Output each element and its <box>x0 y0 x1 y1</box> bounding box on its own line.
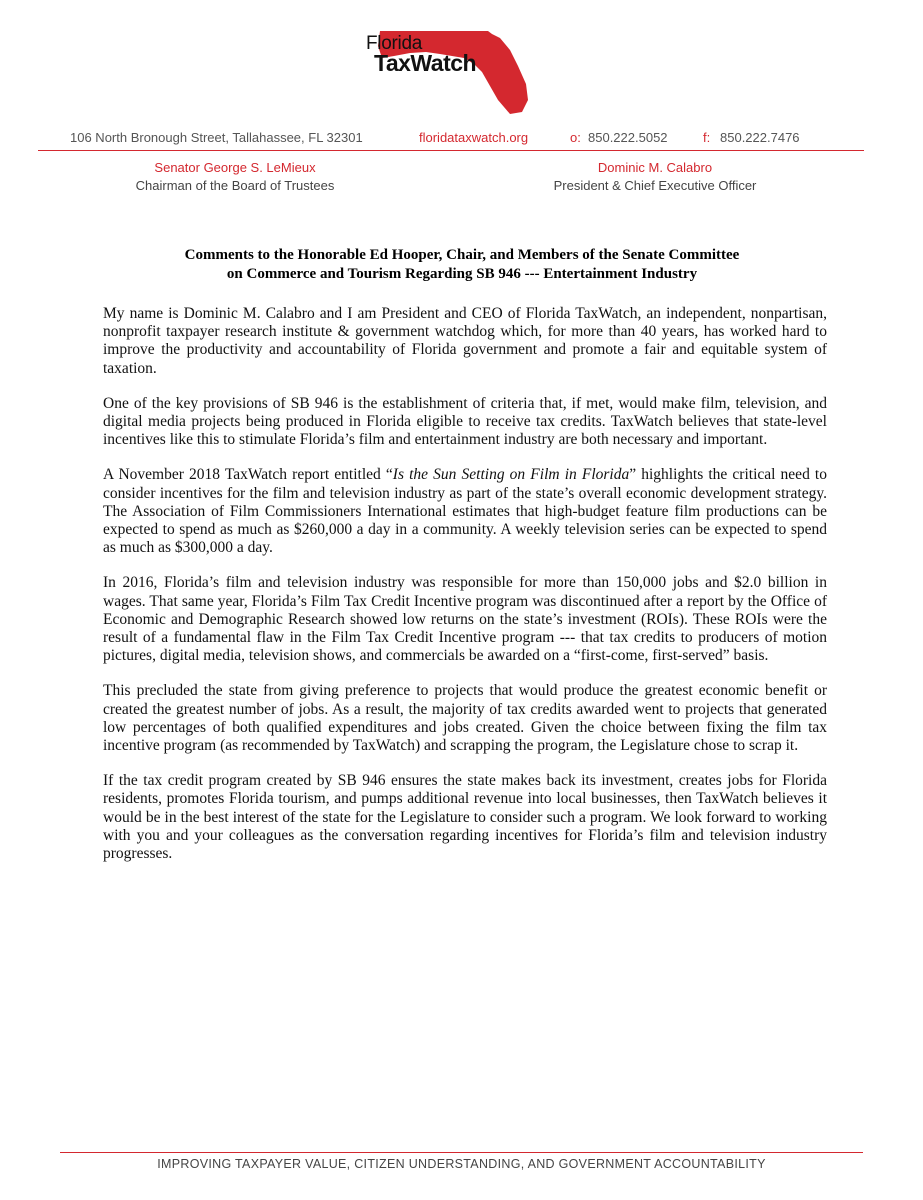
report-title: Is the Sun Setting on Film in Florida <box>392 466 630 484</box>
paragraph-key-provisions: One of the key provisions of SB 946 is the establishment of criteria that, if met, would make film, television, and digital media projects being produced in Florida eligible to receive tax credits. TaxWatch believes that state-level incentives like this to stimulate Florida’s film and entertainment industry are both necessary and important. <box>103 394 827 449</box>
footer-tagline: IMPROVING TAXPAYER VALUE, CITIZEN UNDERSTANDING, AND GOVERNMENT ACCOUNTABILITY <box>157 1157 766 1171</box>
paragraph-introduction: My name is Dominic M. Calabro and I am President and CEO of Florida TaxWatch, an independent, nonpartisan, nonprofit taxpayer research institute & government watchdog which, for more than 40 years, has worked hard to improve the productivity and accountability of Florida government and promote a fair and equitable system of taxation. <box>103 305 827 377</box>
chair-block <box>100 160 370 193</box>
fax-label: f: <box>703 130 711 145</box>
report-text-before: A November 2018 TaxWatch report entitled “ <box>103 466 393 484</box>
website-link[interactable]: floridataxwatch.org <box>419 130 529 145</box>
paragraph-preference: This precluded the state from giving preference to projects that would produce the greatest economic benefit or created the greatest number of jobs. As a result, the majority of tax credits awarded went to projects that generated low percentages of both qualified expenditures and jobs created. Given the choice between fixing the film tax incentive program (as recommended by TaxWatch) and scrapping the program, the Legislature chose to scrap it. <box>103 682 827 755</box>
office-phone: 850.222.5052 <box>588 130 668 145</box>
document-body <box>103 305 827 880</box>
office-label: o: <box>570 130 581 145</box>
document-heading <box>100 246 824 284</box>
logo-line-taxwatch: TaxWatch <box>374 50 477 76</box>
florida-taxwatch-logo <box>360 28 530 118</box>
fax-phone: 850.222.7476 <box>720 130 800 145</box>
street-address: 106 North Bronough Street, Tallahassee, FL 32301 <box>70 130 363 145</box>
heading-line-1: Comments to the Honorable Ed Hooper, Chair, and Members of the Senate Committee <box>184 247 740 263</box>
chair-title: Chairman of the Board of Trustees <box>135 178 335 193</box>
paragraph-conclusion: If the tax credit program created by SB 946 ensures the state makes back its investment, creates jobs for Florida residents, promotes Florida tourism, and pumps additional revenue into local businesses, then TaxWatch believes it would be in the best interest of the state for the Legislature to consider such a program. We look forward to working with you and your colleagues as the conversation regarding incentives for Florida’s film and television industry progresses. <box>103 772 827 863</box>
ceo-title: President & Chief Executive Officer <box>553 178 757 193</box>
ceo-block <box>510 160 800 193</box>
heading-line-2: on Commerce and Tourism Regarding SB 946 --- Entertainment Industry <box>226 266 698 282</box>
footer-divider <box>60 1152 863 1153</box>
paragraph-history: In 2016, Florida’s film and television industry was responsible for more than 150,000 jobs and $2.0 billion in wages. That same year, Florida’s Film Tax Credit Incentive program was discontinued after a report by the Office of Economic and Demographic Research showed low returns on the state’s investment (ROIs). These ROIs were the result of a fundamental flaw in the Film Tax Credit Incentive program --- that tax credits to producers of motion pictures, digital media, television shows, and commercials be awarded on a “first-come, first-served” basis. <box>103 574 827 665</box>
header-divider <box>38 150 864 151</box>
logo-line-florida: Florida <box>366 33 422 54</box>
address-bar <box>70 130 870 148</box>
report-text-after: ” highlights the critical need to consider incentives for the film and television industry as part of the state’s overall economic development strategy. The Association of Film Commissioners International estimates that high-budget feature film productions can be expected to spend as much as $260,000 a day in a community. A weekly television series can be expected to spend as much as $300,000 a day. <box>103 466 827 557</box>
chair-name: Senator George S. LeMieux <box>154 160 316 175</box>
ceo-name: Dominic M. Calabro <box>597 160 713 175</box>
paragraph-report <box>103 466 827 557</box>
